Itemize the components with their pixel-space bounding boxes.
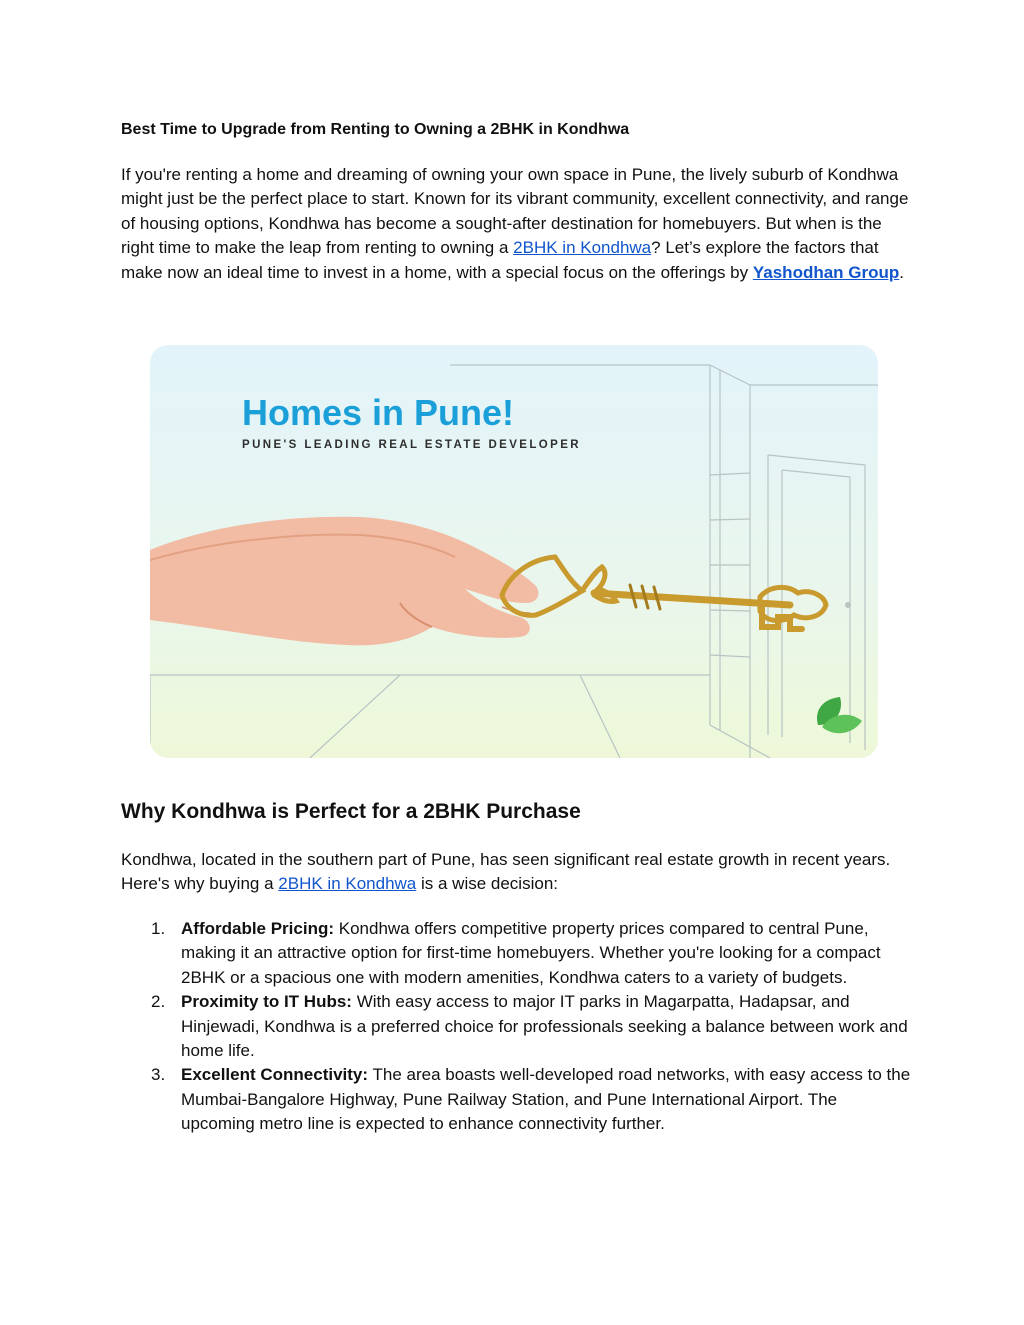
list-item-title: Proximity to IT Hubs: xyxy=(181,992,352,1012)
list-item-text: With easy access to major IT parks in Magarpatta, Hadapsar, and Hinjewadi, Kondhwa is a preferred choice for professionals seeking a balance between work and home life. xyxy=(181,992,908,1061)
leaf-logo-icon xyxy=(817,697,862,733)
list-item-number: 3. xyxy=(151,1065,166,1085)
link-2bhk-kondhwa[interactable]: 2BHK in Kondhwa xyxy=(513,238,652,258)
section-intro-paragraph xyxy=(121,848,911,897)
list-item-number: 2. xyxy=(151,992,166,1012)
link-2bhk-kondhwa-section[interactable]: 2BHK in Kondhwa xyxy=(278,874,417,894)
section-intro-text-1: Kondhwa, located in the southern part of Pune, has seen significant real estate growth in recent years. Here's why buying a xyxy=(121,850,891,894)
list-item-title: Affordable Pricing: xyxy=(181,919,335,938)
intro-paragraph xyxy=(121,163,911,285)
list-item-text: The area boasts well-developed road networks, with easy access to the Mumbai-Bangalore Highway, Pune Railway Station, and Pune International Airport. The upcoming metro line is expected to enhance connectivity further. xyxy=(181,1065,911,1134)
list-item-number: 1. xyxy=(151,919,166,938)
hero-headline: Homes in Pune! xyxy=(242,392,515,433)
hand-illustration xyxy=(150,517,538,646)
document-title: Best Time to Upgrade from Renting to Owning a 2BHK in Kondhwa xyxy=(121,121,630,138)
section-intro-text-2: is a wise decision: xyxy=(416,874,558,894)
intro-text-3: . xyxy=(899,262,905,282)
reasons-list xyxy=(121,917,911,1137)
list-item-title: Excellent Connectivity: xyxy=(181,1065,369,1085)
list-item-text: Kondhwa offers competitive property prices compared to central Pune, making it an attractive option for first-time homebuyers. Whether you're looking for a compact 2BHK or a spacious one with modern amenities, Kondhwa caters to a variety of budgets. xyxy=(181,919,881,987)
intro-text-2: ? Let’s explore the factors that make now an ideal time to invest in a home, with a special focus on the offerings by xyxy=(121,238,879,282)
hero-tagline: PUNE'S LEADING REAL ESTATE DEVELOPER xyxy=(242,439,581,451)
hero-banner-image xyxy=(150,345,878,758)
link-yashodhan-group[interactable]: Yashodhan Group xyxy=(752,262,900,282)
section-heading: Why Kondhwa is Perfect for a 2BHK Purchase xyxy=(121,800,581,823)
intro-text-1: If you're renting a home and dreaming of owning your own space in Pune, the lively suburb of Kondhwa might just be the perfect place to start. Known for its vibrant community, excellent connectivity, and range of housing options, Kondhwa has become a sought-after destination for homebuyers. But when is the right time to make the leap from renting to owning a xyxy=(121,165,909,258)
list-item xyxy=(121,917,911,990)
list-item xyxy=(121,1063,911,1136)
door-knob xyxy=(845,602,851,608)
list-item xyxy=(121,990,911,1063)
golden-key-icon xyxy=(502,557,826,629)
